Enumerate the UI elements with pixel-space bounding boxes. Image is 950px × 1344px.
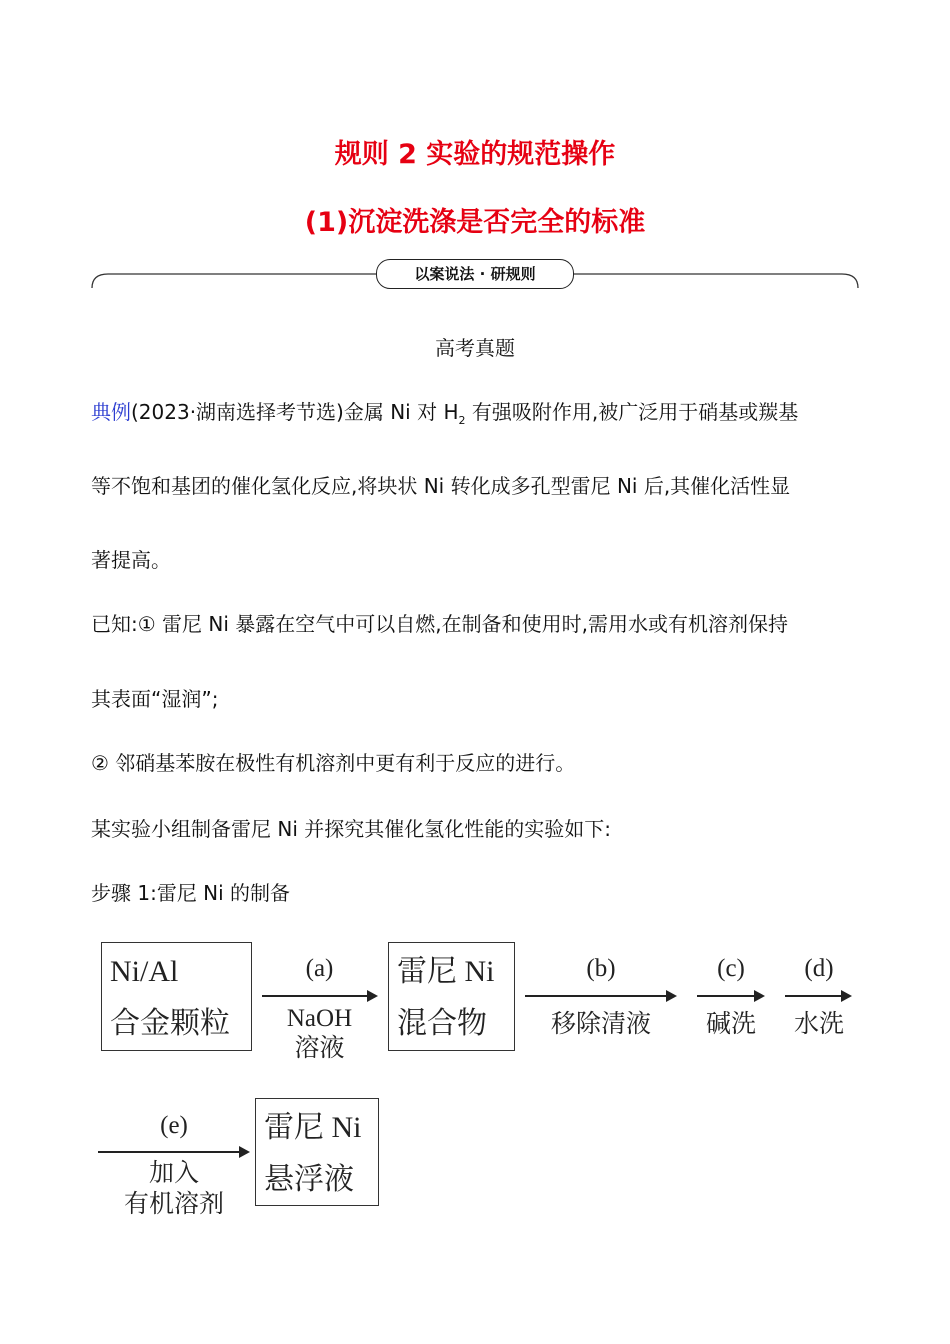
section-subtitle: (1)沉淀洗涤是否完全的标准 <box>304 207 646 238</box>
arrow-e-label: (e) <box>160 1112 188 1139</box>
section-banner: 以案说法 · 研规则 <box>376 259 574 289</box>
box-raney-ni-mixture <box>388 942 515 1051</box>
box-raney-ni-suspension <box>255 1098 379 1206</box>
arrow-c <box>697 995 763 997</box>
box1-line1: Ni/Al <box>110 955 179 988</box>
arrow-c-caption: 碱洗 <box>705 1011 756 1038</box>
arrow-e <box>98 1151 248 1153</box>
example-text-a: (2023·湖南选择考节选)金属 Ni 对 H <box>131 400 459 424</box>
rule-title: 规则 2 实验的规范操作 <box>334 139 616 170</box>
box2-line1: 雷尼 Ni <box>397 955 495 988</box>
arrow-a-reagent <box>262 1004 377 1064</box>
arrow-d-label: (d) <box>804 955 834 982</box>
arrow-a <box>262 995 376 997</box>
box1-line2: 合金颗粒 <box>110 1007 230 1040</box>
example-text-b: 有强吸附作用,被广泛用于硝基或羰基 <box>465 400 799 424</box>
add-label: 加入 <box>148 1160 199 1187</box>
example-tag: 典例 <box>91 400 131 424</box>
known-line-1: 已知:① 雷尼 Ni 暴露在空气中可以自燃,在制备和使用时,需用水或有机溶剂保持 <box>91 612 788 636</box>
example-line-3: 著提高。 <box>91 548 171 572</box>
section-heading: 高考真题 <box>435 336 515 360</box>
naoh-label: NaOH <box>286 1005 353 1032</box>
arrow-b-caption: 移除清液 <box>550 1011 651 1038</box>
intro-text: 某实验小组制备雷尼 Ni 并探究其催化氢化性能的实验如下: <box>91 817 611 841</box>
arrow-d-caption: 水洗 <box>793 1011 844 1038</box>
box-ni-al-alloy <box>101 942 252 1051</box>
arrow-e-reagent <box>98 1158 250 1220</box>
arrow-d <box>785 995 850 997</box>
step1-title: 步骤 1:雷尼 Ni 的制备 <box>91 881 291 905</box>
arrow-a-label: (a) <box>305 955 334 982</box>
box3-line1: 雷尼 Ni <box>264 1111 362 1144</box>
arrow-c-label: (c) <box>717 955 745 982</box>
box2-line2: 混合物 <box>397 1007 487 1040</box>
box3-line2: 悬浮液 <box>264 1163 354 1196</box>
subscript-2: 2 <box>458 414 466 427</box>
known-line-3: ② 邻硝基苯胺在极性有机溶剂中更有利于反应的进行。 <box>91 751 576 775</box>
known-line-2: 其表面“湿润”; <box>91 687 219 711</box>
organic-solvent-label: 有机溶剂 <box>123 1191 224 1218</box>
solution-label: 溶液 <box>294 1035 345 1062</box>
arrow-b <box>525 995 675 997</box>
example-line-2: 等不饱和基团的催化氢化反应,将块状 Ni 转化成多孔型雷尼 Ni 后,其催化活性显 <box>91 474 791 498</box>
example-line-1 <box>91 396 861 437</box>
arrow-b-label: (b) <box>586 955 616 982</box>
